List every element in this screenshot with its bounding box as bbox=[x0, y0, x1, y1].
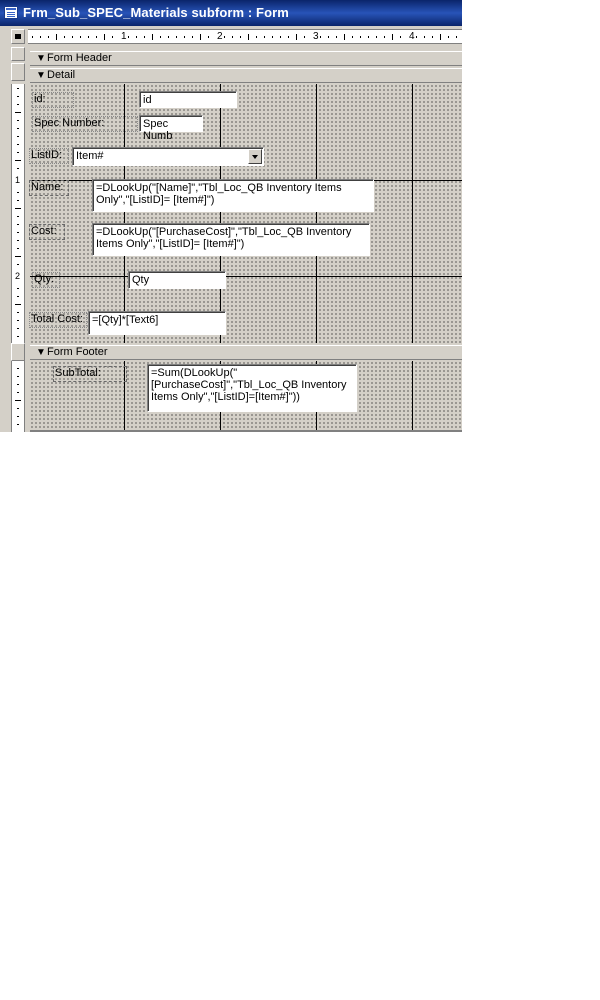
ruler-tick bbox=[17, 392, 19, 393]
ruler-tick bbox=[360, 36, 361, 38]
ruler-tick bbox=[104, 34, 105, 40]
ruler-tick bbox=[192, 36, 193, 38]
ruler-tick bbox=[144, 36, 145, 38]
ruler-tick bbox=[17, 200, 19, 201]
ruler-tick bbox=[440, 34, 441, 40]
section-label: Detail bbox=[47, 69, 76, 81]
ruler-tick bbox=[400, 36, 401, 38]
ruler-tick bbox=[432, 36, 433, 38]
ruler-tick bbox=[17, 296, 19, 297]
ruler-tick bbox=[17, 312, 19, 313]
qty-textbox[interactable]: Qty bbox=[128, 271, 226, 289]
form-header-selector[interactable] bbox=[11, 47, 25, 61]
ruler-tick bbox=[17, 136, 19, 137]
ruler-tick bbox=[112, 36, 113, 38]
ruler-tick bbox=[17, 152, 19, 153]
ruler-tick bbox=[15, 160, 21, 161]
ruler-tick bbox=[17, 104, 19, 105]
ruler-tick bbox=[136, 36, 137, 38]
ruler-number: 3 bbox=[313, 31, 319, 42]
ruler-tick bbox=[17, 224, 19, 225]
cost-textbox[interactable]: =DLookUp("[PurchaseCost]","Tbl_Loc_QB Inventory Items Only","[ListID]= [Item#]") bbox=[92, 223, 370, 256]
id-textbox[interactable]: id bbox=[139, 91, 237, 108]
ruler-tick bbox=[15, 256, 21, 257]
ruler-tick bbox=[17, 248, 19, 249]
ruler-tick bbox=[17, 88, 19, 89]
listid-label[interactable]: ListID: bbox=[30, 149, 68, 163]
ruler-tick bbox=[17, 240, 19, 241]
spec-number-textbox[interactable]: Spec Numb bbox=[139, 115, 203, 132]
ruler-tick bbox=[184, 36, 185, 38]
ruler-tick bbox=[416, 36, 417, 38]
form-icon bbox=[4, 6, 18, 19]
ruler-tick bbox=[344, 34, 345, 40]
total-cost-label[interactable]: Total Cost: bbox=[30, 313, 86, 327]
ruler-tick bbox=[272, 36, 273, 38]
ruler-tick bbox=[17, 328, 19, 329]
ruler-tick bbox=[17, 168, 19, 169]
ruler-tick bbox=[17, 288, 19, 289]
ruler-tick bbox=[40, 36, 41, 38]
ruler-tick bbox=[304, 36, 305, 38]
total-cost-textbox[interactable]: =[Qty]*[Text6] bbox=[88, 311, 226, 335]
ruler-tick bbox=[160, 36, 161, 38]
ruler-tick bbox=[256, 36, 257, 38]
footer-section-grid[interactable] bbox=[30, 361, 462, 430]
ruler-tick bbox=[424, 36, 425, 38]
section-arrow-icon: ▼ bbox=[36, 70, 46, 81]
ruler-tick bbox=[208, 36, 209, 38]
ruler-tick bbox=[96, 36, 97, 38]
detail-selector[interactable] bbox=[11, 63, 25, 81]
ruler-tick bbox=[48, 36, 49, 38]
ruler-tick bbox=[176, 36, 177, 38]
ruler-tick bbox=[17, 416, 19, 417]
ruler-tick bbox=[64, 36, 65, 38]
qty-label[interactable]: Qty: bbox=[33, 273, 59, 287]
ruler-tick bbox=[17, 216, 19, 217]
ruler-tick bbox=[15, 304, 21, 305]
ruler-tick bbox=[17, 320, 19, 321]
ruler-tick bbox=[56, 34, 57, 40]
ruler-tick bbox=[17, 376, 19, 377]
ruler-tick bbox=[152, 34, 153, 40]
ruler-tick bbox=[200, 34, 201, 40]
ruler-tick bbox=[15, 208, 21, 209]
form-design-window bbox=[0, 0, 462, 432]
ruler-number: 4 bbox=[409, 31, 415, 42]
subtotal-textbox[interactable]: =Sum(DLookUp("[PurchaseCost]","Tbl_Loc_QB Inventory Items Only","[ListID]=[Item#]")) bbox=[147, 364, 357, 412]
form-header-bar[interactable] bbox=[30, 51, 462, 66]
ruler-tick bbox=[352, 36, 353, 38]
subtotal-label[interactable]: SubTotal: bbox=[54, 367, 126, 381]
cost-label[interactable]: Cost: bbox=[30, 225, 64, 239]
ruler-number: 1 bbox=[15, 175, 21, 185]
ruler-tick bbox=[17, 128, 19, 129]
ruler-tick bbox=[15, 400, 21, 401]
ruler-tick bbox=[384, 36, 385, 38]
ruler-number: 2 bbox=[15, 271, 21, 281]
section-label: Form Header bbox=[47, 52, 112, 64]
ruler-tick bbox=[72, 36, 73, 38]
ruler-tick bbox=[17, 384, 19, 385]
ruler-tick bbox=[240, 36, 241, 38]
grid-line bbox=[30, 276, 462, 277]
ruler-tick bbox=[288, 36, 289, 38]
window-bottom-edge bbox=[30, 430, 462, 432]
ruler-tick bbox=[17, 408, 19, 409]
ruler-tick bbox=[17, 368, 19, 369]
ruler-tick bbox=[17, 264, 19, 265]
ruler-tick bbox=[448, 36, 449, 38]
name-label[interactable]: Name: bbox=[30, 181, 68, 195]
name-textbox[interactable]: =DLookUp("[Name]","Tbl_Loc_QB Inventory Items Only","[ListID]= [Item#]") bbox=[92, 179, 374, 212]
ruler-tick bbox=[296, 34, 297, 40]
detail-bar[interactable] bbox=[30, 68, 462, 83]
ruler-tick bbox=[168, 36, 169, 38]
ruler-tick bbox=[264, 36, 265, 38]
ruler-tick bbox=[456, 36, 457, 38]
detail-section-grid[interactable] bbox=[30, 84, 462, 343]
dropdown-arrow-icon[interactable] bbox=[248, 149, 262, 164]
ruler-tick bbox=[280, 36, 281, 38]
ruler-tick bbox=[17, 144, 19, 145]
spec-number-label[interactable]: Spec Number: bbox=[33, 117, 137, 131]
ruler-number: 2 bbox=[217, 31, 223, 42]
form-selector-button[interactable] bbox=[11, 29, 25, 44]
ruler-tick bbox=[17, 336, 19, 337]
ruler-tick bbox=[376, 36, 377, 38]
ruler-tick bbox=[17, 232, 19, 233]
ruler-tick bbox=[392, 34, 393, 40]
ruler-tick bbox=[15, 112, 21, 113]
listid-value: Item# bbox=[76, 150, 104, 162]
ruler-number: 1 bbox=[121, 31, 127, 42]
ruler-tick bbox=[17, 192, 19, 193]
id-label[interactable]: id: bbox=[33, 93, 73, 107]
listid-combo[interactable] bbox=[72, 147, 264, 166]
ruler-tick bbox=[368, 36, 369, 38]
ruler-tick bbox=[328, 36, 329, 38]
ruler-tick bbox=[32, 36, 33, 38]
ruler-tick bbox=[17, 424, 19, 425]
ruler-tick bbox=[80, 36, 81, 38]
section-arrow-icon: ▼ bbox=[36, 347, 46, 358]
section-arrow-icon: ▼ bbox=[36, 53, 46, 64]
window-title: Frm_Sub_SPEC_Materials subform : Form bbox=[23, 5, 289, 20]
ruler-tick bbox=[336, 36, 337, 38]
ruler-tick bbox=[17, 96, 19, 97]
form-footer-selector[interactable] bbox=[11, 343, 25, 361]
ruler-tick bbox=[88, 36, 89, 38]
vertical-ruler[interactable] bbox=[11, 84, 25, 432]
horizontal-ruler[interactable] bbox=[28, 29, 462, 44]
title-bar[interactable] bbox=[0, 0, 462, 26]
ruler-tick bbox=[320, 36, 321, 38]
ruler-tick bbox=[17, 120, 19, 121]
ruler-tick bbox=[248, 34, 249, 40]
ruler-tick bbox=[224, 36, 225, 38]
ruler-tick bbox=[128, 36, 129, 38]
ruler-tick bbox=[232, 36, 233, 38]
section-label: Form Footer bbox=[47, 346, 108, 358]
form-footer-bar[interactable] bbox=[30, 345, 462, 360]
